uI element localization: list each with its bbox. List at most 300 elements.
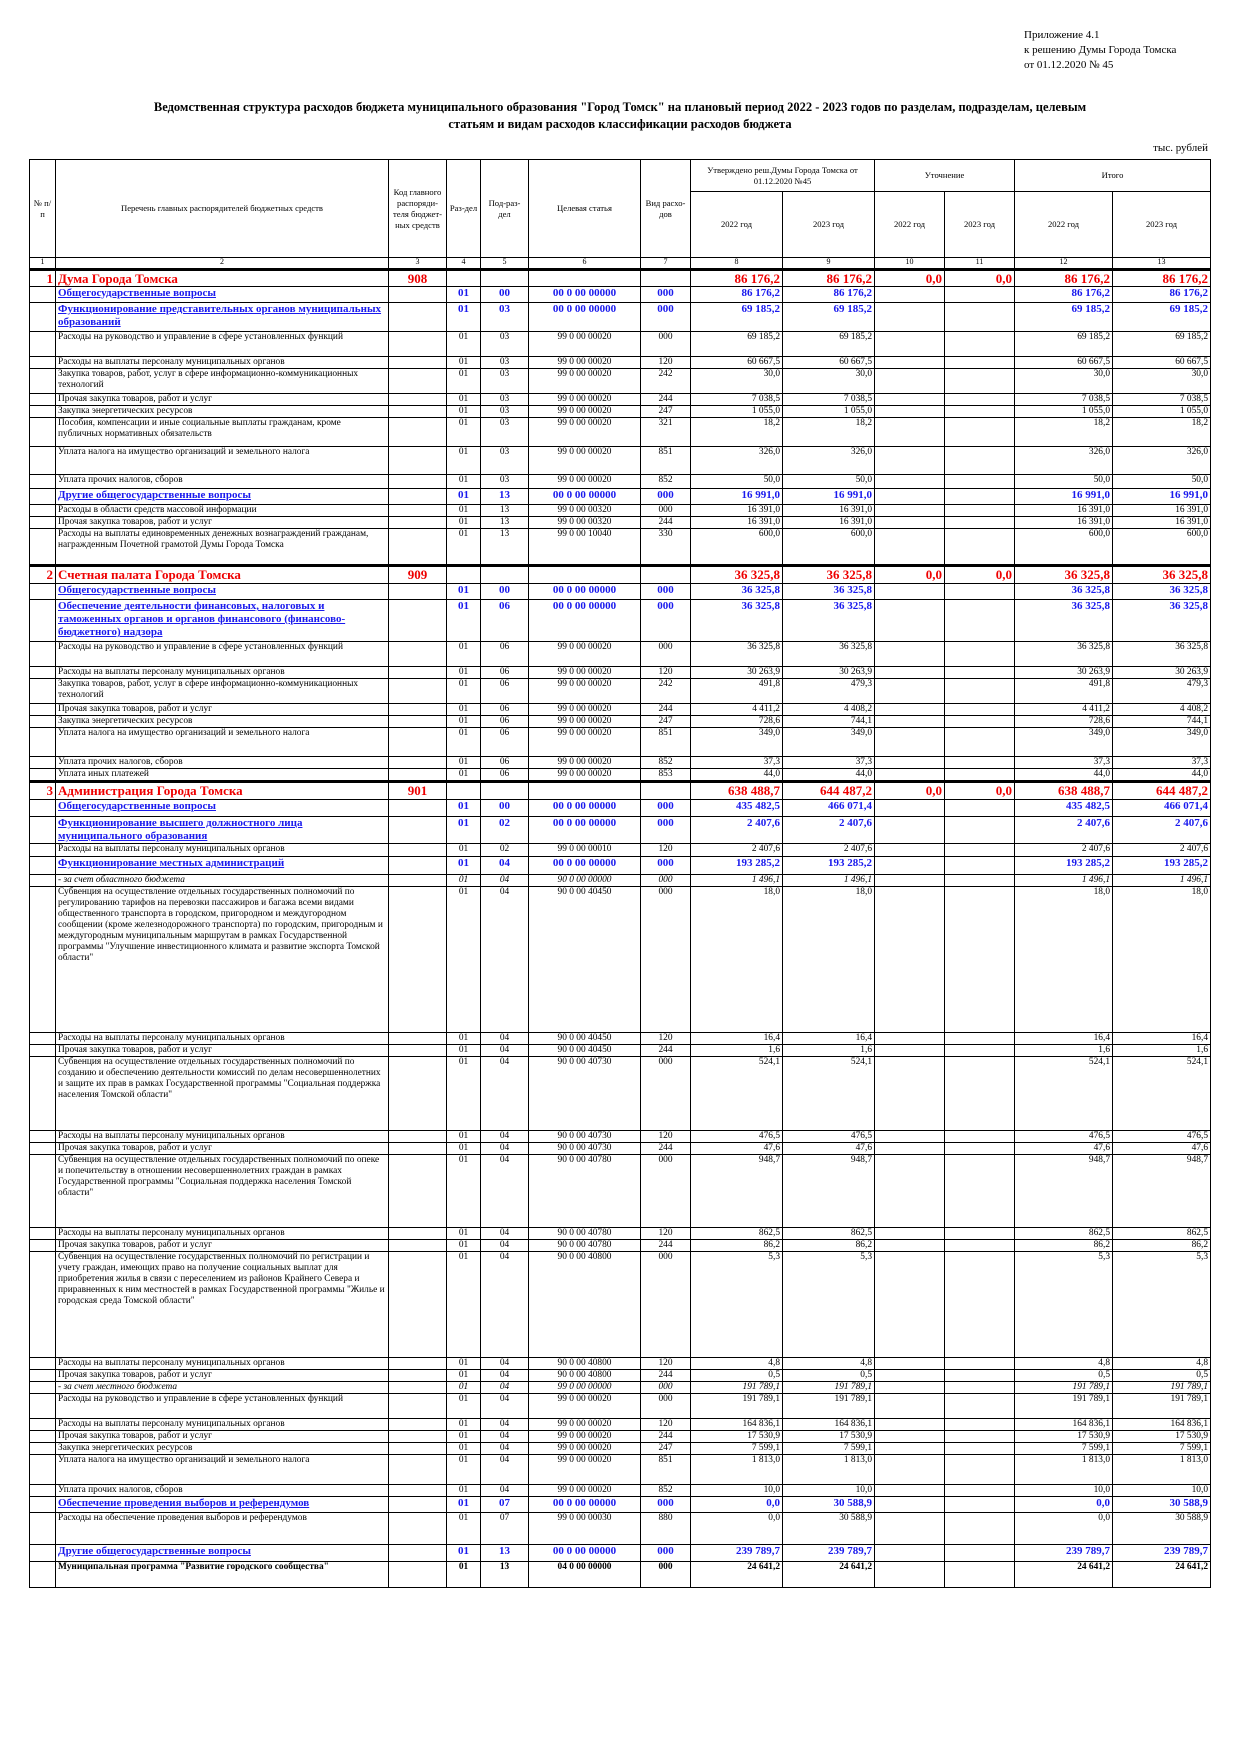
row-section: 01 — [447, 642, 481, 667]
row-subsection: 13 — [481, 517, 529, 529]
row-name: Расходы на выплаты единовременных денежных вознаграждений гражданам, награжденным Почетной грамотой Думы Города Томска — [56, 529, 389, 566]
value-approved-2022: 36 325,8 — [691, 642, 783, 667]
row-name: Обеспечение деятельности финансовых, налоговых и таможенных органов и органов финансового (финансово-бюджетного) надзора — [56, 600, 389, 642]
value-total-2023: 50,0 — [1113, 475, 1211, 489]
row-section: 01 — [447, 287, 481, 303]
value-clarification-2023 — [945, 1497, 1015, 1513]
row-subsection: 04 — [481, 1033, 529, 1045]
value-clarification-2023 — [945, 447, 1015, 475]
row-subsection: 06 — [481, 679, 529, 704]
row-target: 99 0 00 00020 — [529, 679, 641, 704]
table-row — [30, 1033, 1211, 1045]
column-number: 10 — [875, 258, 945, 270]
row-name: Другие общегосударственные вопросы — [56, 489, 389, 505]
row-kind: 000 — [641, 1057, 691, 1131]
value-approved-2022: 191 789,1 — [691, 1382, 783, 1394]
row-number — [30, 1485, 56, 1497]
value-total-2022: 86 176,2 — [1015, 287, 1113, 303]
value-total-2022: 435 482,5 — [1015, 800, 1113, 817]
row-subsection: 04 — [481, 1155, 529, 1228]
row-code — [389, 369, 447, 394]
row-section: 01 — [447, 1228, 481, 1240]
table-row — [30, 1131, 1211, 1143]
value-clarification-2023 — [945, 875, 1015, 887]
table-row — [30, 1394, 1211, 1419]
row-target: 00 0 00 00000 — [529, 800, 641, 817]
value-approved-2023: 30 588,9 — [783, 1513, 875, 1545]
row-kind: 247 — [641, 1443, 691, 1455]
value-clarification-2023 — [945, 1431, 1015, 1443]
value-approved-2022: 10,0 — [691, 1485, 783, 1497]
row-section: 01 — [447, 757, 481, 769]
row-code — [389, 1033, 447, 1045]
table-row — [30, 475, 1211, 489]
row-code — [389, 769, 447, 782]
row-number — [30, 1382, 56, 1394]
row-subsection: 13 — [481, 505, 529, 517]
table-row — [30, 1455, 1211, 1485]
row-number — [30, 287, 56, 303]
row-code — [389, 600, 447, 642]
row-subsection: 04 — [481, 1443, 529, 1455]
value-approved-2022: 44,0 — [691, 769, 783, 782]
row-kind: 000 — [641, 1497, 691, 1513]
row-kind: 247 — [641, 406, 691, 418]
value-clarification-2022 — [875, 1562, 945, 1588]
value-approved-2022: 164 836,1 — [691, 1419, 783, 1431]
table-row — [30, 584, 1211, 600]
row-target: 04 0 00 00000 — [529, 1562, 641, 1588]
value-clarification-2022 — [875, 887, 945, 1033]
row-number — [30, 1155, 56, 1228]
row-code — [389, 447, 447, 475]
row-section: 01 — [447, 394, 481, 406]
row-code — [389, 875, 447, 887]
table-row — [30, 287, 1211, 303]
value-clarification-2022 — [875, 1443, 945, 1455]
row-section: 01 — [447, 844, 481, 857]
value-approved-2023: 476,5 — [783, 1131, 875, 1143]
value-approved-2022: 30 263,9 — [691, 667, 783, 679]
value-clarification-2022 — [875, 406, 945, 418]
value-clarification-2023 — [945, 1382, 1015, 1394]
value-approved-2022: 47,6 — [691, 1143, 783, 1155]
header-clarification: Уточнение — [875, 160, 1015, 192]
row-number — [30, 332, 56, 357]
value-approved-2023: 1,6 — [783, 1045, 875, 1057]
row-name: Уплата прочих налогов, сборов — [56, 757, 389, 769]
row-kind: 321 — [641, 418, 691, 447]
row-code — [389, 704, 447, 716]
value-clarification-2023 — [945, 1033, 1015, 1045]
row-kind: 000 — [641, 1155, 691, 1228]
value-approved-2023: 326,0 — [783, 447, 875, 475]
row-subsection: 06 — [481, 769, 529, 782]
row-name: - за счет местного бюджета — [56, 1382, 389, 1394]
table-row — [30, 270, 1211, 287]
value-approved-2022: 239 789,7 — [691, 1545, 783, 1562]
column-number: 8 — [691, 258, 783, 270]
row-kind: 244 — [641, 1143, 691, 1155]
row-code — [389, 1562, 447, 1588]
row-name: Расходы на выплаты персоналу муниципальных органов — [56, 1358, 389, 1370]
value-approved-2022: 86 176,2 — [691, 287, 783, 303]
row-number — [30, 1370, 56, 1382]
row-number — [30, 704, 56, 716]
row-number — [30, 857, 56, 875]
value-total-2022: 0,0 — [1015, 1513, 1113, 1545]
row-name: Муниципальная программа "Развитие городского сообщества" — [56, 1562, 389, 1588]
row-code — [389, 1455, 447, 1485]
value-total-2023: 239 789,7 — [1113, 1545, 1211, 1562]
value-total-2022: 239 789,7 — [1015, 1545, 1113, 1562]
row-code — [389, 1443, 447, 1455]
table-row — [30, 875, 1211, 887]
value-clarification-2022 — [875, 1485, 945, 1497]
value-clarification-2022 — [875, 728, 945, 757]
row-number — [30, 1252, 56, 1358]
value-approved-2023: 86 176,2 — [783, 287, 875, 303]
value-total-2023: 30 263,9 — [1113, 667, 1211, 679]
value-total-2023: 479,3 — [1113, 679, 1211, 704]
row-subsection: 04 — [481, 1431, 529, 1443]
value-clarification-2023 — [945, 887, 1015, 1033]
value-clarification-2023: 0,0 — [945, 270, 1015, 287]
row-name: Функционирование представительных органов муниципальных образований — [56, 303, 389, 332]
table-row — [30, 406, 1211, 418]
value-total-2023: 2 407,6 — [1113, 817, 1211, 844]
value-approved-2022: 2 407,6 — [691, 817, 783, 844]
value-approved-2023: 4 408,2 — [783, 704, 875, 716]
row-subsection: 03 — [481, 303, 529, 332]
row-target: 90 0 00 40780 — [529, 1240, 641, 1252]
row-code — [389, 1358, 447, 1370]
header-year: 2022 год — [1015, 192, 1113, 258]
value-clarification-2023 — [945, 1045, 1015, 1057]
row-name: Счетная палата Города Томска — [56, 566, 389, 584]
value-total-2022: 30 263,9 — [1015, 667, 1113, 679]
row-name: Пособия, компенсации и иные социальные выплаты гражданам, кроме публичных нормативных обязательств — [56, 418, 389, 447]
row-target: 90 0 00 40800 — [529, 1252, 641, 1358]
row-target: 99 0 00 00020 — [529, 1394, 641, 1419]
value-clarification-2023 — [945, 1394, 1015, 1419]
value-approved-2022: 1,6 — [691, 1045, 783, 1057]
value-total-2023: 948,7 — [1113, 1155, 1211, 1228]
row-number: 1 — [30, 270, 56, 287]
row-kind: 852 — [641, 475, 691, 489]
row-name: Субвенция на осуществление отдельных государственных полномочий по опеке и попечительству в отношении несовершеннолетних граждан в рамках Государственной программы "Социальная поддержка населения Томской области" — [56, 1155, 389, 1228]
row-subsection: 04 — [481, 1358, 529, 1370]
value-total-2023: 16 391,0 — [1113, 517, 1211, 529]
row-name: Расходы на выплаты персоналу муниципальных органов — [56, 357, 389, 369]
value-approved-2023: 644 487,2 — [783, 782, 875, 800]
value-clarification-2022 — [875, 1545, 945, 1562]
value-approved-2023: 948,7 — [783, 1155, 875, 1228]
header-name: Перечень главных распорядителей бюджетных средств — [56, 160, 389, 258]
header-year: 2022 год — [875, 192, 945, 258]
row-target: 99 0 00 00020 — [529, 757, 641, 769]
row-subsection: 04 — [481, 1143, 529, 1155]
row-subsection: 00 — [481, 584, 529, 600]
value-total-2022: 36 325,8 — [1015, 566, 1113, 584]
value-total-2023: 16 991,0 — [1113, 489, 1211, 505]
row-kind: 000 — [641, 800, 691, 817]
row-target — [529, 566, 641, 584]
row-section: 01 — [447, 1045, 481, 1057]
value-clarification-2023 — [945, 642, 1015, 667]
row-subsection: 03 — [481, 406, 529, 418]
row-target — [529, 782, 641, 800]
table-row — [30, 1419, 1211, 1431]
row-kind: 000 — [641, 875, 691, 887]
value-clarification-2022 — [875, 1155, 945, 1228]
value-clarification-2022 — [875, 287, 945, 303]
row-subsection: 04 — [481, 1057, 529, 1131]
table-row — [30, 1045, 1211, 1057]
value-total-2022: 524,1 — [1015, 1057, 1113, 1131]
value-clarification-2022 — [875, 529, 945, 566]
row-subsection: 06 — [481, 716, 529, 728]
value-total-2023: 862,5 — [1113, 1228, 1211, 1240]
table-row — [30, 642, 1211, 667]
row-section: 01 — [447, 887, 481, 1033]
row-number — [30, 406, 56, 418]
row-target: 90 0 00 40730 — [529, 1131, 641, 1143]
value-clarification-2023 — [945, 1370, 1015, 1382]
value-clarification-2023 — [945, 1057, 1015, 1131]
row-name: Общегосударственные вопросы — [56, 800, 389, 817]
row-subsection — [481, 270, 529, 287]
row-subsection: 06 — [481, 704, 529, 716]
value-clarification-2023 — [945, 728, 1015, 757]
row-number — [30, 769, 56, 782]
row-name: Уплата иных платежей — [56, 769, 389, 782]
value-total-2022: 191 789,1 — [1015, 1394, 1113, 1419]
row-kind: 244 — [641, 704, 691, 716]
value-clarification-2023 — [945, 489, 1015, 505]
value-total-2022: 60 667,5 — [1015, 357, 1113, 369]
row-number — [30, 1513, 56, 1545]
value-total-2023: 18,2 — [1113, 418, 1211, 447]
row-code — [389, 817, 447, 844]
row-section: 01 — [447, 600, 481, 642]
value-approved-2022: 948,7 — [691, 1155, 783, 1228]
row-number — [30, 529, 56, 566]
value-approved-2022: 4 411,2 — [691, 704, 783, 716]
row-code — [389, 1419, 447, 1431]
row-kind — [641, 782, 691, 800]
value-total-2023: 644 487,2 — [1113, 782, 1211, 800]
row-name: Другие общегосударственные вопросы — [56, 1545, 389, 1562]
row-number — [30, 800, 56, 817]
row-code — [389, 584, 447, 600]
row-section: 01 — [447, 875, 481, 887]
value-approved-2023: 524,1 — [783, 1057, 875, 1131]
value-total-2022: 2 407,6 — [1015, 817, 1113, 844]
value-clarification-2023 — [945, 1545, 1015, 1562]
row-name: Дума Города Томска — [56, 270, 389, 287]
value-clarification-2023 — [945, 704, 1015, 716]
value-clarification-2023 — [945, 1240, 1015, 1252]
value-approved-2023: 36 325,8 — [783, 566, 875, 584]
row-code — [389, 418, 447, 447]
row-section: 01 — [447, 1252, 481, 1358]
table-row — [30, 716, 1211, 728]
value-clarification-2022 — [875, 667, 945, 679]
row-kind: 852 — [641, 757, 691, 769]
value-clarification-2022: 0,0 — [875, 566, 945, 584]
row-code — [389, 679, 447, 704]
value-approved-2022: 36 325,8 — [691, 600, 783, 642]
value-clarification-2022 — [875, 1513, 945, 1545]
value-approved-2023: 16 391,0 — [783, 505, 875, 517]
row-code: 908 — [389, 270, 447, 287]
row-subsection: 04 — [481, 1228, 529, 1240]
value-approved-2023: 5,3 — [783, 1252, 875, 1358]
row-section: 01 — [447, 769, 481, 782]
value-approved-2022: 24 641,2 — [691, 1562, 783, 1588]
value-approved-2022: 16 391,0 — [691, 505, 783, 517]
value-total-2023: 44,0 — [1113, 769, 1211, 782]
header-subsection: Под-раз-дел — [481, 160, 529, 258]
value-approved-2023: 239 789,7 — [783, 1545, 875, 1562]
row-code — [389, 1240, 447, 1252]
row-number — [30, 489, 56, 505]
table-row — [30, 1228, 1211, 1240]
value-clarification-2022 — [875, 1431, 945, 1443]
value-total-2022: 1,6 — [1015, 1045, 1113, 1057]
value-total-2022: 44,0 — [1015, 769, 1113, 782]
value-total-2023: 4,8 — [1113, 1358, 1211, 1370]
value-approved-2022: 435 482,5 — [691, 800, 783, 817]
value-clarification-2022 — [875, 517, 945, 529]
value-total-2022: 0,5 — [1015, 1370, 1113, 1382]
value-clarification-2023 — [945, 332, 1015, 357]
row-section — [447, 566, 481, 584]
value-approved-2022: 600,0 — [691, 529, 783, 566]
value-approved-2023: 47,6 — [783, 1143, 875, 1155]
value-clarification-2023 — [945, 1443, 1015, 1455]
row-kind: 244 — [641, 1431, 691, 1443]
table-row — [30, 517, 1211, 529]
table-row — [30, 704, 1211, 716]
value-approved-2023: 0,5 — [783, 1370, 875, 1382]
row-code — [389, 716, 447, 728]
value-total-2022: 10,0 — [1015, 1485, 1113, 1497]
value-approved-2022: 638 488,7 — [691, 782, 783, 800]
row-target: 99 0 00 00020 — [529, 369, 641, 394]
value-clarification-2022 — [875, 394, 945, 406]
row-kind: 330 — [641, 529, 691, 566]
table-row — [30, 800, 1211, 817]
row-subsection — [481, 566, 529, 584]
value-total-2022: 349,0 — [1015, 728, 1113, 757]
row-kind: 242 — [641, 369, 691, 394]
row-name: Расходы на выплаты персоналу муниципальных органов — [56, 1033, 389, 1045]
value-approved-2022: 16,4 — [691, 1033, 783, 1045]
row-target: 99 0 00 00000 — [529, 1382, 641, 1394]
document-title — [40, 99, 1200, 133]
row-code — [389, 757, 447, 769]
row-subsection: 03 — [481, 357, 529, 369]
row-kind: 120 — [641, 1419, 691, 1431]
row-name: Прочая закупка товаров, работ и услуг — [56, 1045, 389, 1057]
value-clarification-2023 — [945, 394, 1015, 406]
value-clarification-2023 — [945, 303, 1015, 332]
table-row — [30, 394, 1211, 406]
value-approved-2023: 69 185,2 — [783, 332, 875, 357]
value-total-2023: 524,1 — [1113, 1057, 1211, 1131]
row-section: 01 — [447, 1497, 481, 1513]
column-number: 11 — [945, 258, 1015, 270]
value-total-2022: 5,3 — [1015, 1252, 1113, 1358]
value-total-2023: 1,6 — [1113, 1045, 1211, 1057]
value-clarification-2022 — [875, 475, 945, 489]
value-total-2023: 69 185,2 — [1113, 303, 1211, 332]
row-number — [30, 1545, 56, 1562]
table-row — [30, 1562, 1211, 1588]
row-name: Прочая закупка товаров, работ и услуг — [56, 704, 389, 716]
value-total-2023: 2 407,6 — [1113, 844, 1211, 857]
value-approved-2023: 191 789,1 — [783, 1394, 875, 1419]
row-target: 90 0 00 40450 — [529, 1045, 641, 1057]
table-row — [30, 679, 1211, 704]
row-code — [389, 1370, 447, 1382]
row-target: 99 0 00 00020 — [529, 394, 641, 406]
row-name: Субвенция на осуществление отдельных государственных полномочий по созданию и обеспечению деятельности комиссий по делам несовершеннолетних и защите их прав в рамках Государственной программы "Социальная поддержка населения Томской области" — [56, 1057, 389, 1131]
value-clarification-2023 — [945, 369, 1015, 394]
row-target: 99 0 00 00020 — [529, 357, 641, 369]
row-number — [30, 887, 56, 1033]
row-kind: 000 — [641, 857, 691, 875]
budget-table — [29, 159, 1211, 1588]
row-kind: 244 — [641, 1045, 691, 1057]
value-total-2022: 24 641,2 — [1015, 1562, 1113, 1588]
row-code — [389, 489, 447, 505]
row-number — [30, 844, 56, 857]
row-code — [389, 1394, 447, 1419]
value-clarification-2022 — [875, 1033, 945, 1045]
value-approved-2023: 50,0 — [783, 475, 875, 489]
row-kind: 000 — [641, 887, 691, 1033]
value-approved-2022: 862,5 — [691, 1228, 783, 1240]
value-total-2022: 476,5 — [1015, 1131, 1113, 1143]
value-clarification-2022 — [875, 1358, 945, 1370]
table-row — [30, 857, 1211, 875]
value-clarification-2023 — [945, 679, 1015, 704]
table-row — [30, 887, 1211, 1033]
value-clarification-2023 — [945, 287, 1015, 303]
row-number — [30, 757, 56, 769]
row-section: 01 — [447, 447, 481, 475]
value-total-2022: 50,0 — [1015, 475, 1113, 489]
row-section: 01 — [447, 369, 481, 394]
value-total-2022: 491,8 — [1015, 679, 1113, 704]
value-approved-2023: 44,0 — [783, 769, 875, 782]
value-total-2022: 36 325,8 — [1015, 600, 1113, 642]
row-subsection: 00 — [481, 800, 529, 817]
header-section: Раз-дел — [447, 160, 481, 258]
row-code — [389, 887, 447, 1033]
column-number: 7 — [641, 258, 691, 270]
row-subsection: 03 — [481, 369, 529, 394]
table-row — [30, 728, 1211, 757]
value-clarification-2023 — [945, 716, 1015, 728]
value-clarification-2022 — [875, 716, 945, 728]
row-number — [30, 584, 56, 600]
value-approved-2023: 600,0 — [783, 529, 875, 566]
table-row — [30, 667, 1211, 679]
